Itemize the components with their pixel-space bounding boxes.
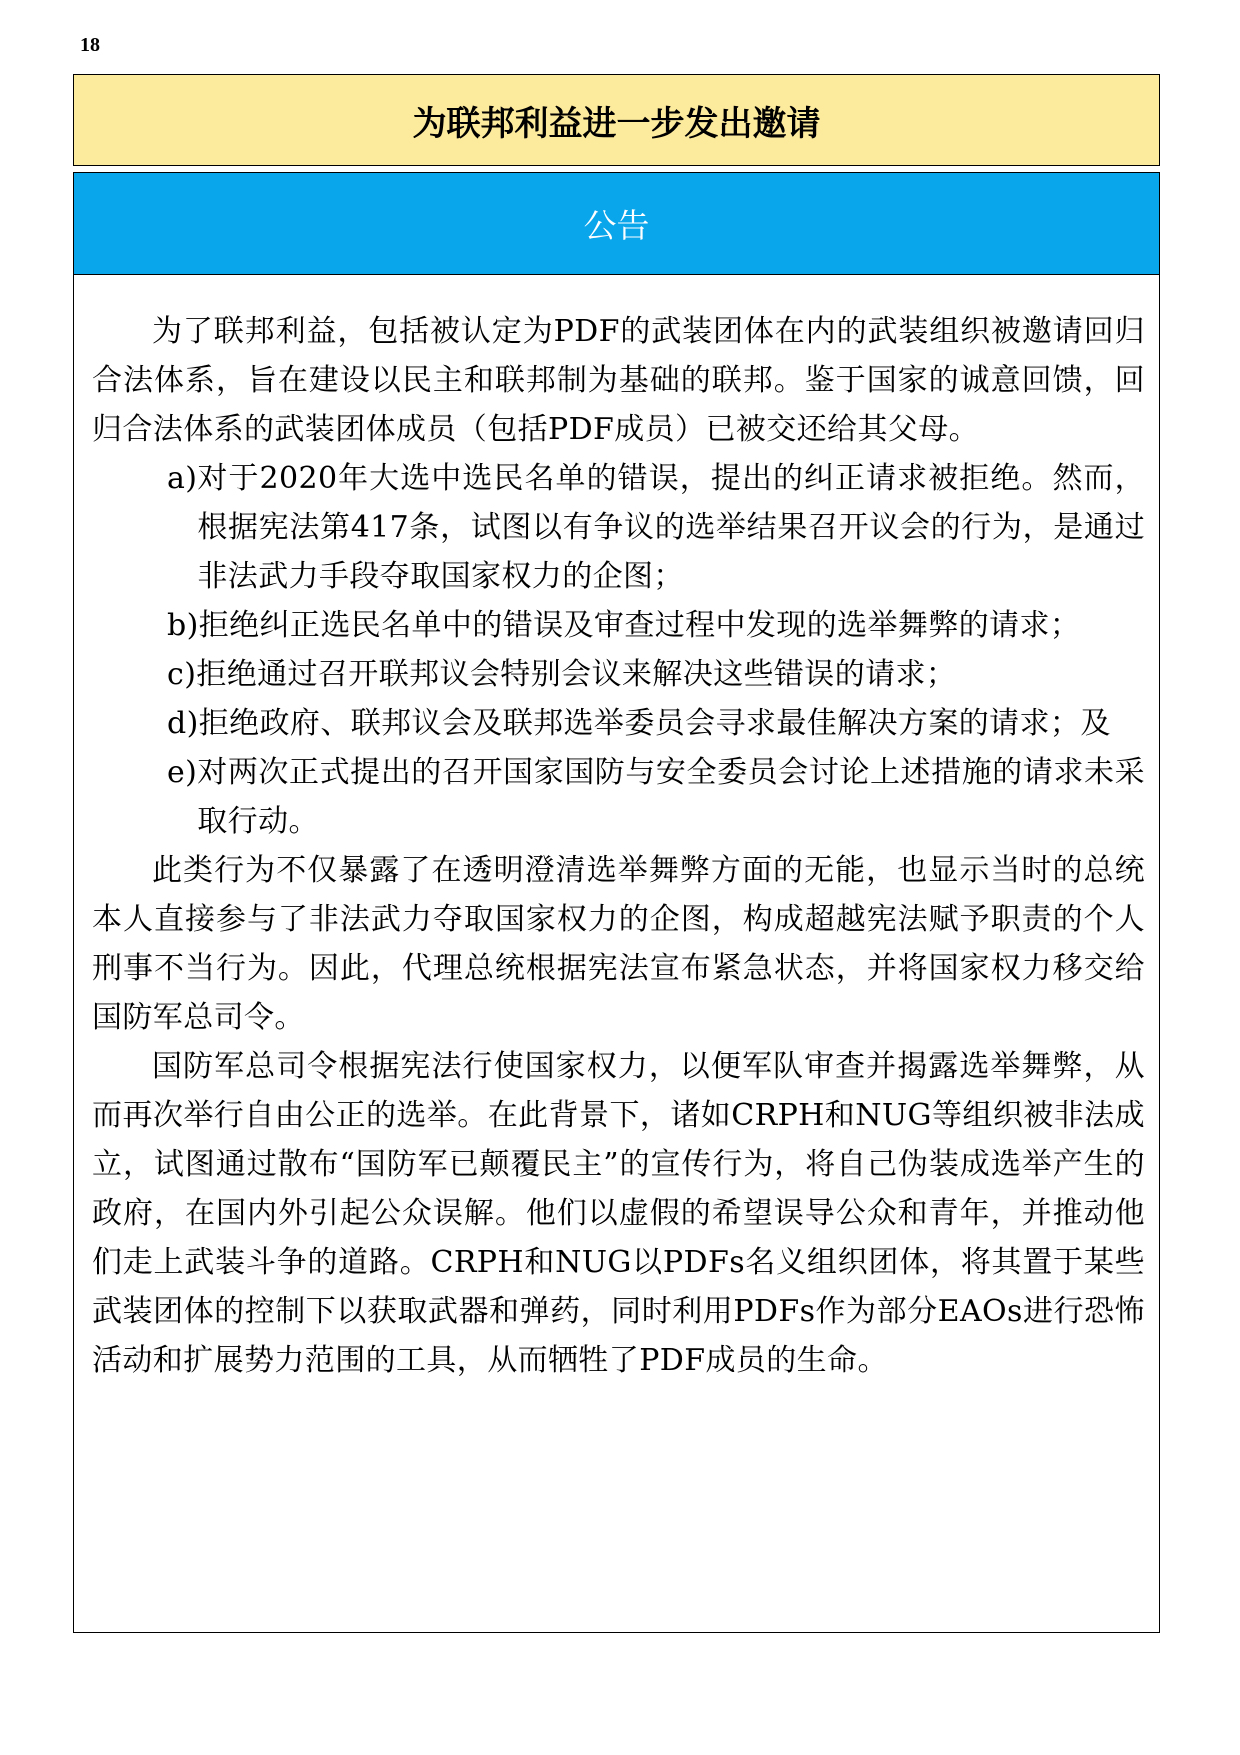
page-number: 18 bbox=[80, 34, 100, 56]
list-item-text: 对两次正式提出的召开国家国防与安全委员会讨论上述措施的请求未采取行动。 bbox=[197, 755, 1145, 839]
list-item-marker: a) bbox=[167, 461, 198, 496]
list-item-marker: d) bbox=[167, 706, 199, 741]
paragraph-background: 国防军总司令根据宪法行使国家权力，以便军队审查并揭露选举舞弊，从而再次举行自由公正的选举。在此背景下，诸如CRPH和NUG等组织被非法成立，试图通过散布“国防军已颠覆民主”的宣传行为，将自己伪装成选举产生的政府，在国内外引起公众误解。他们以虚假的希望误导公众和青年，并推动他们走上武装斗争的道路。CRPH和NUG以PDFs名义组织团体，将其置于某些武装团体的控制下以获取武器和弹药，同时利用PDFs作为部分EAOs进行恐怖活动和扩展势力范围的工具，从而牺牲了PDF成员的生命。 bbox=[92, 1049, 1145, 1378]
section-header-text: 公告 bbox=[583, 206, 650, 245]
list-item-marker: b) bbox=[167, 608, 199, 643]
body-content bbox=[73, 275, 1160, 1633]
list-item-text: 拒绝政府、联邦议会及联邦选举委员会寻求最佳解决方案的请求；及 bbox=[198, 706, 1111, 741]
grievance-list bbox=[92, 454, 1145, 846]
paragraph-consequence: 此类行为不仅暴露了在透明澄清选举舞弊方面的无能，也显示当时的总统本人直接参与了非法武力夺取国家权力的企图，构成超越宪法赋予职责的个人刑事不当行为。因此，代理总统根据宪法宣布紧急状态，并将国家权力移交给国防军总司令。 bbox=[92, 853, 1145, 1035]
list-item bbox=[167, 454, 1145, 601]
section-header bbox=[73, 172, 1160, 275]
list-item-marker: e) bbox=[167, 755, 198, 790]
paragraph-intro: 为了联邦利益，包括被认定为PDF的武装团体在内的武装组织被邀请回归合法体系，旨在建设以民主和联邦制为基础的联邦。鉴于国家的诚意回馈，回归合法体系的武装团体成员（包括PDF成员）已被交还给其父母。 bbox=[92, 314, 1145, 447]
list-item bbox=[167, 699, 1145, 748]
list-item bbox=[167, 601, 1145, 650]
page-title bbox=[73, 74, 1160, 166]
list-item-marker: c) bbox=[167, 657, 197, 692]
list-item-text: 拒绝纠正选民名单中的错误及审查过程中发现的选举舞弊的请求； bbox=[198, 608, 1081, 643]
list-item-text: 拒绝通过召开联邦议会特别会议来解决这些错误的请求； bbox=[196, 657, 957, 692]
page-title-text: 为联邦利益进一步发出邀请 bbox=[412, 103, 821, 144]
list-item-text: 对于2020年大选中选民名单的错误，提出的纠正请求被拒绝。然而，根据宪法第417条，试图以有争议的选举结果召开议会的行为，是通过非法武力手段夺取国家权力的企图； bbox=[197, 461, 1145, 594]
list-item bbox=[167, 748, 1145, 846]
list-item bbox=[167, 650, 1145, 699]
